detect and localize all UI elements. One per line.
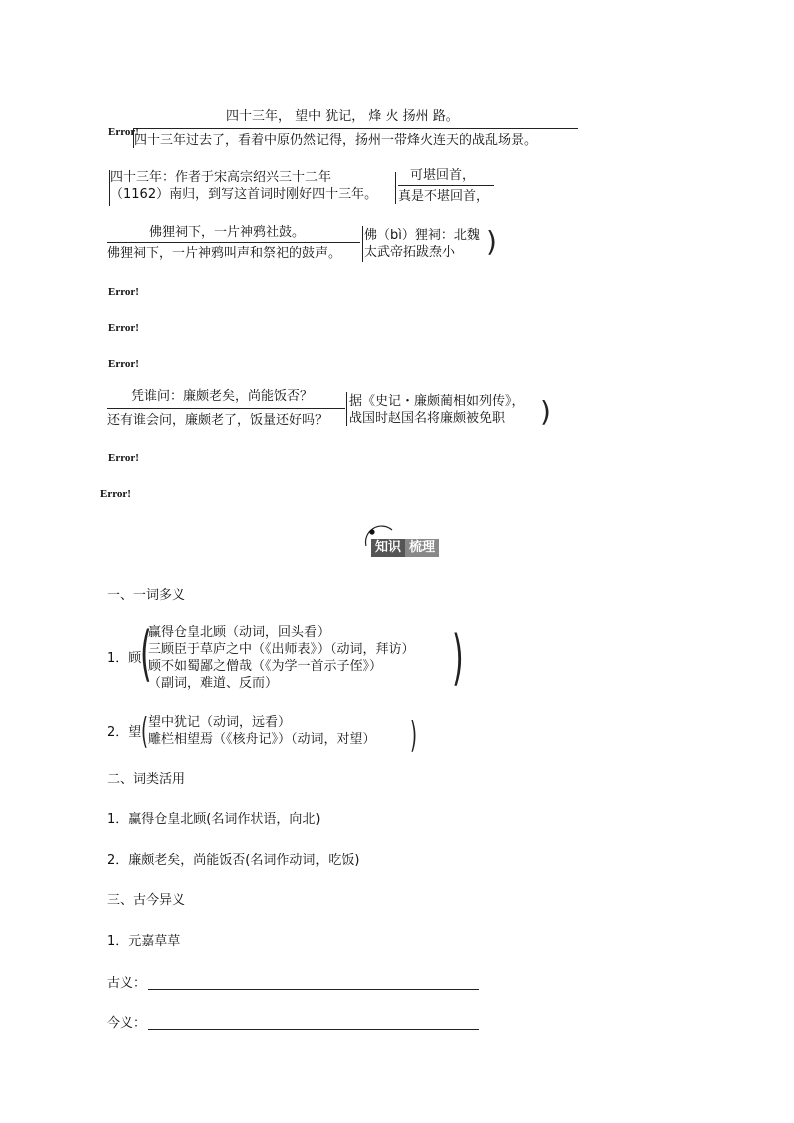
s1-item1-line4: （副词，难道、反而） [148,676,279,691]
s2-item1: 1．赢得仓皇北顾(名词作状语，向北) [107,812,321,827]
right-paren: ) [540,395,551,428]
s1-item1-line1: 赢得仓皇北顾（动词，回头看） [148,625,331,640]
badge-right: 梳理 [405,539,439,557]
error-label: Error! [108,126,139,138]
bracket-line [362,226,363,262]
p1-translation: 四十三年过去了，看着中原仍然记得，扬州一带烽火连天的战乱场景。 [134,133,538,148]
left-paren: ( [141,711,149,752]
s1-item1-num: 1．顾 [107,651,142,666]
s3-item1: 1．元嘉草草 [107,934,181,949]
ancient-meaning-label: 古义： [107,976,147,991]
error-label: Error! [108,286,139,298]
p4-translation: 还有谁会问，廉颇老了，饭量还好吗？ [107,413,329,428]
section2-heading: 二、词类活用 [107,772,186,787]
right-paren: ) [486,225,497,258]
p3-translation: 佛狸祠下，一片神鸦叫声和祭祀的鼓声。 [107,246,342,261]
bracket-line [346,392,347,426]
p2-note-line1: 四十三年：作者于宋高宗绍兴三十二年 [110,170,332,185]
right-paren: ) [452,623,464,693]
divider [133,128,578,129]
badge-left: 知识 [371,539,405,557]
s1-item2-line2: 雕栏相望焉（《核舟记》）（动词，对望） [148,732,376,747]
p4-note-line1: 据《史记・廉颇蔺相如列传》， [349,394,525,409]
error-label: Error! [108,322,139,334]
p1-original: 四十三年， 望中 犹记， 烽 火 扬州 路。 [226,109,459,124]
section3-heading: 三、古今异义 [107,893,186,908]
p4-note-line2: 战国时赵国名将廉颇被免职 [349,411,506,426]
s1-item2-num: 2．望 [107,725,142,740]
s1-item2-line1: 望中犹记（动词，远看） [148,715,292,730]
divider [107,242,360,243]
left-paren: ( [140,619,152,689]
p3-note-line1: 佛（bì）狸祠：北魏 [364,228,480,243]
p3-original: 佛狸祠下，一片神鸦社鼓。 [149,225,306,240]
ancient-meaning-blank[interactable] [148,989,479,990]
p2-translation: 真是不堪回首， [398,189,490,204]
bracket-line [395,172,396,204]
s1-item1-line2: 三顾臣于草庐之中（《出师表》）（动词，拜访） [148,642,415,657]
error-label: Error! [108,452,139,464]
modern-meaning-blank[interactable] [148,1029,479,1030]
divider [398,185,494,186]
p2-note-line2: （1162）南归，到写这首词时刚好四十三年。 [110,187,378,202]
p4-original: 凭谁问：廉颇老矣，尚能饭否？ [131,389,314,404]
p2-original: 可堪回首， [410,168,476,183]
error-label: Error! [100,488,131,500]
knowledge-badge [371,539,439,557]
right-paren: ) [410,715,418,756]
p3-note-line2: 太武帝拓跋焘小 [364,245,456,260]
s2-item2: 2．廉颇老矣，尚能饭否(名词作动词，吃饭) [107,853,360,868]
modern-meaning-label: 今义： [107,1016,147,1031]
section1-heading: 一、一词多义 [107,588,186,603]
error-label: Error! [108,358,139,370]
divider [107,408,345,409]
s1-item1-line3: 顾不如蜀鄙之僧哉（《为学一首示子侄》） [148,659,383,674]
